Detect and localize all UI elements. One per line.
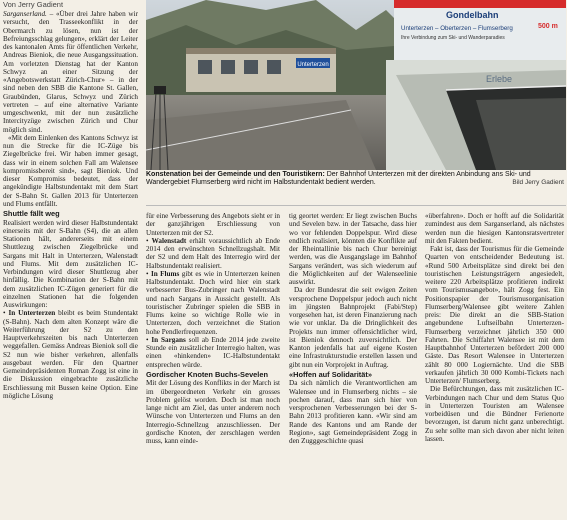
gondola-sign-distance: 500 m bbox=[538, 23, 558, 30]
bullet-item: • Walenstadt erhält voraussichtlich ab Ende 2014 den erwünschten Schnellzugshalt. Mit der S2 und dem Halt des Interregio wird der Halbstundentakt realisiert. bbox=[146, 236, 280, 270]
paragraph: Die Befürchtungen, dass mit zusätzlichen IC-Verbindungen nach Chur und dem Status Quo in Unterterzen Touristen am Walensee vorbeidüsen und die Bündner Ferienorte bevorzugen, ist darum nicht ganz unberechtigt. Zu sehr sollte man sich davon aber nicht leiten lassen. bbox=[425, 385, 564, 443]
paragraph: Da sich nämlich die Verantwortlichen am Walensee und in Flumserberg nichts – sie pochen darauf, dass man sich hier von versprochenen Verbesserungen bei der S-Bahn 2013 profitieren kann. «Wir sind am Rande des Kantons und am Rande der Region», sagt Gemeindepräsident Zogg in den Zugggeschichte quasi bbox=[289, 379, 417, 445]
subheading: Gordischer Knoten Buchs-Sevelen bbox=[146, 369, 268, 379]
paragraph: Mit der Lösung des Konflikts in der March ist im übergeordneten Verkehr ein grosses Problem gelöst worden. Doch ist man noch lange nicht am Ziel, das unter anderem noch Wünsche von Unterterzen und Flums an den Interregio-Schnellzug anzuschliessen. Der gordische Knoten, der zerschlagen werden muss, kann einde- bbox=[146, 379, 280, 445]
paragraph: «Mit dem Einlenken des Kantons Schwyz ist nun die Strecke für die IC-Züge bis Ziegelbrücke frei. Wir haben immer gesagt, dass wir in einem solchen Fall am Walensee kompromissbereit sind», sagt Bieniok. Und dieser Kompromiss bedeutet, dass der angekündigte Halbstundentakt mit dem Start der S-Bahn St. Gallen 2013 für Unterterzen und Flums entfällt. bbox=[3, 133, 138, 208]
gondola-sign-slogan: Ihre Verbindung zum Ski- und Wanderparadies bbox=[401, 35, 505, 41]
photo-credit: Bild Jerry Gadient bbox=[512, 179, 564, 186]
gondola-sign-title: Gondelbahn bbox=[446, 10, 499, 20]
paragraph: Da der Bundesrat die seit ewigen Zeiten versprochene Doppelspur jedoch auch nicht im jüngsten Bahnprojekt (Fabi/Step) vorgesehen hat, ist deren Finanzierung nach wie vor unklar. Da die Dringlichkeit des Projekts nun immer offensichtlicher wird, ist Bieniok dennoch zuversichtlich. Der Kanton jedenfalls hat auf eigene Kosten eine Infrastrukturstudie erstellen lassen und gibt nun ein Vorprojekt in Auftrag. bbox=[289, 286, 417, 369]
paragraph: Sarganserland. – «Über drei Jahre haben wir versucht, den Trasseekonflikt in der Obermarch zu lösen, nun ist der Befreiungsschlag gelungen», erklärt der Leiter des kantonalen Amts für öffentlichen Verkehr, Andreas Bieniok, die neue Ausgangssituation. Am vorletzten Dienstag hat der Kanton Schwyz an einer Sitzung der «Angebotswerkstatt Zürich-Chur» – in der sind neben den SBB die Kantone St. Gallen, Graubünden, Glarus, Schwyz und Zürich vertreten – auf eine alternative Variante umgeschwenkt, mit der nun zusätzliche Intercityzüge zwischen Zürich und Chur möglich sind. bbox=[3, 10, 138, 134]
photo-caption bbox=[146, 171, 566, 187]
article-column-1 bbox=[3, 10, 138, 520]
gondola-sign-route: Unterterzen – Oberterzen – Flumserberg bbox=[401, 25, 513, 32]
caption-text: Der Bahnhof Unterterzen mit der direkten Anbindung ans Ski- und Wandergebiet Flumserberg wird nicht im Halbstundentakt bedient werden. bbox=[146, 171, 531, 187]
subheading: Shuttle fällt weg bbox=[3, 209, 60, 218]
wall-text: Erlebe bbox=[486, 74, 513, 84]
paragraph: «überfahren». Doch er hofft auf die Solidarität zumindest aus dem Sarganserland, als nächstes werden nun die hiesigen Kantonsratsvertreter mit den Fakten bedient. bbox=[425, 212, 564, 245]
paragraph: Fakt ist, dass der Tourismus für die Gemeinde Quarten von entscheidender Bedeutung ist. «Rund 500 Arbeitsplätze sind direkt bei den touristischen Leistungsträgern angesiedelt, weitere 220 Arbeitsplätze profitieren indirekt vom Tourismusangebot», hält Zogg fest. Ein Positionspapier der Tourismusorganisation Flumserberg/Walensee gibt weitere Zahlen preis: Die direkt an die SBB-Station angebundene Luftseilbahn Unterterzen-Flumserberg verzeichnet jährlich 350 000 Fahrten. Die Schiffahrt Walensee ist mit dem Hauptbahnhof Unterterzen befördert 200 000 Gäste. Das Resort Walensee in Unterterzen zählt 80 000 Logiernächte. Und die SBB verkaufen jährlich 30 000 Kombi-Tickets nach Unterterzen/ Flumserberg. bbox=[425, 245, 564, 385]
divider bbox=[146, 205, 566, 206]
station-sign-text: Unterterzen bbox=[297, 62, 329, 68]
caption-lead: Konstenation bei der Gemeinde und den Touristikern: bbox=[146, 171, 325, 178]
bullet-item: • In Unterterzen bleibt es beim Stundentakt (S-Bahn). Nach dem alten Konzept wäre die Weiterführung der S2 zu den Hauptverkehrszeiten bis nach Unterterzen weggefallen. Gemäss Andreas Bieniok soll die S2 nun wie bisher verkehren, allenfalls ausgebaut werden. Für den Quartner Gemeindepräsidenten Roman Zogg ist eine in die Diskussion eingebrachte zusätzliche Erschliessung mit Bussen keine Option. Eine mögliche Lösung bbox=[3, 309, 138, 400]
paragraph: für eine Verbesserung des Angebots sieht er in der ganzjährigen Erschliessung von Unterterzen mit der S2. bbox=[146, 212, 280, 237]
subheading: «Hoffen auf Solidarität» bbox=[289, 369, 372, 379]
article-column-3 bbox=[289, 212, 417, 520]
article-column-4 bbox=[425, 212, 564, 520]
dateline: Sarganserland. bbox=[3, 10, 47, 18]
paragraph: tig geortet werden: Er liegt zwischen Buchs und Sevelen bzw. in der Tatsache, dass hier wo vor fehlenden Doppelspur. Wird diese endlich realisiert, könnten die Konflikte auf der Rheintallinie bis nach Chur bereinigt werden, was die Ausgangslage im Bahnhof Sargans verändert, was sich wiederum auf die Möglichkeiten auf der Walenseelinie auswirkt. bbox=[289, 212, 417, 286]
paragraph: Realisiert werden wird dieser Halbstundentakt einerseits mit der S-Bahn (S4), die an allen Stationen hält, andererseits mit einem Shuttlezug zwischen Ziegelbrücke und Sargans mit Halt in Unterterzen, Walenstadt und Flums. Mit dem zusätzlichen IC-Verbindungen wird dieser Shuttlezug aber hinfällig. Die Kombination der S-Bahn mit dem zusätzlichen IC-Zügen generiert für die einzelnen Stationen hat die folgenden Auswirkungen: bbox=[3, 218, 138, 309]
bullet-item: • In Sargans soll ab Ende 2014 jede zweite Stunde ein zusätzlicher Interregio halten, was einen «hinkenden» IC-Halbstundentakt entsprechen würde. bbox=[146, 335, 280, 369]
article-column-2 bbox=[146, 212, 280, 520]
byline: Von Jerry Gadient bbox=[3, 0, 64, 9]
station-photo bbox=[146, 0, 566, 170]
bullet-item: • In Flums gibt es wie in Unterterzen keinen Halbstundentakt. Doch wird hier ein stark verbesserter Bus-Zubringer nach Walenstadt und nach Sargans in Aussicht gestellt. Als touristischer Zubringer spielen die SBB in Flums keine so wichtige Rolle wie in Unterterzen, doch verzeichnet die Station hohe Pendlerfrequenzen. bbox=[146, 269, 280, 336]
